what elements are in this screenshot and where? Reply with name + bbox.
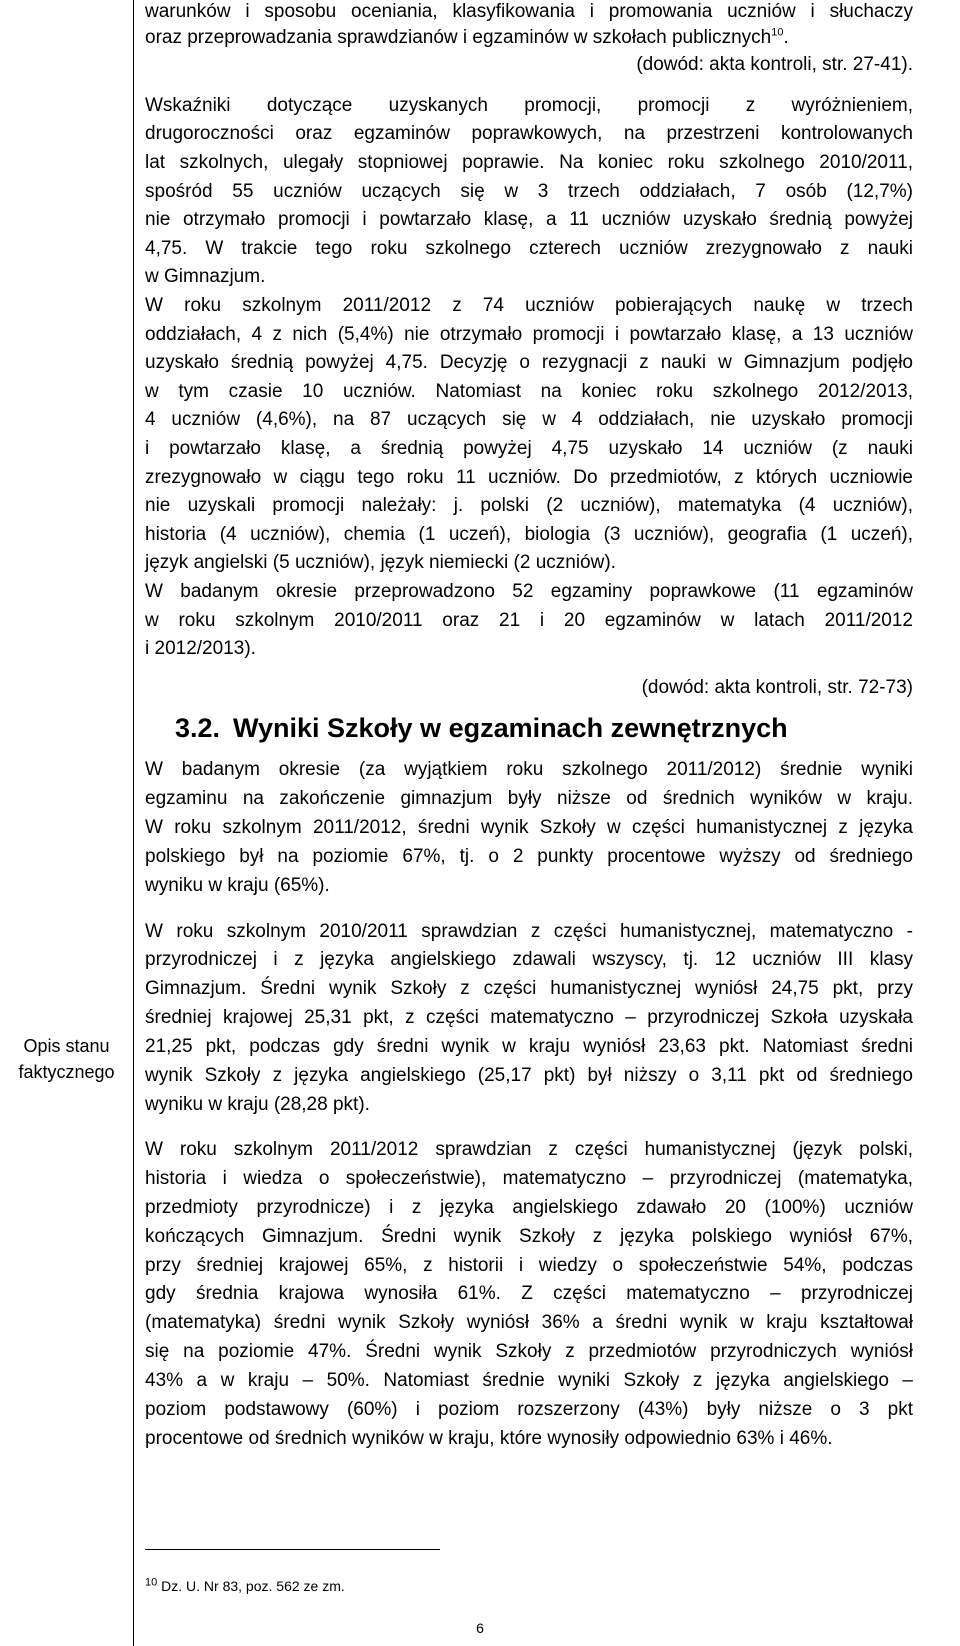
source-reference: (dowód: akta kontroli, str. 27-41). [636, 54, 913, 75]
footnote-text: Dz. U. Nr 83, poz. 562 ze zm. [157, 1578, 345, 1594]
footnote-number: 10 [145, 1576, 158, 1589]
text-line: i powtarzało klasę, a średnią powyżej 4,75 uzyskało 14 uczniów (z nauki [145, 438, 913, 459]
footnote-separator [145, 1549, 440, 1550]
text-line: gdy średnia krajowa wynosiła 61%. Z części matematyczno – przyrodniczej [145, 1283, 913, 1304]
text-line: przyrodniczej i z języka angielskiego zdawali wszyscy, tj. 12 uczniów III klasy [145, 949, 913, 970]
text-line: historia i wiedza o społeczeństwie), matematyczno – przyrodniczej (matematyka, [145, 1168, 913, 1189]
text-line: uzyskało średnią powyżej 4,75. Decyzję o rezygnacji z nauki w Gimnazjum podjęło [145, 352, 913, 373]
text-line: się na poziomie 47%. Średni wynik Szkoły z przedmiotów przyrodniczych wyniósł [145, 1341, 913, 1362]
sidebar-column [0, 0, 134, 1646]
text-line: (matematyka) średni wynik Szkoły wyniósł 36% a średni wynik w kraju kształtował [145, 1312, 913, 1333]
sidebar-label-line1: Opis stanu [23, 1036, 110, 1056]
text-line: 21,25 pkt, podczas gdy średni wynik w kraju wyniósł 23,63 pkt. Natomiast średni [145, 1036, 913, 1057]
text-line: przy średniej krajowej 65%, z historii i wiedzy o społeczeństwie 54%, podczas [145, 1255, 913, 1276]
text-line: polskiego był na poziomie 67%, tj. o 2 punkty procentowe wyższy od średniego [145, 846, 913, 867]
text-fragment: . [783, 27, 789, 48]
text-line: w Gimnazjum. [145, 266, 266, 287]
text-line: Gimnazjum. Średni wynik Szkoły z części humanistycznej wyniósł 24,75 pkt, przy [145, 978, 913, 999]
text-line: spośród 55 uczniów uczących się w 3 trzech oddziałach, 7 osób (12,7%) [145, 181, 913, 202]
text-line: kończących Gimnazjum. Średni wynik Szkoły z języka polskiego wyniósł 67%, [145, 1226, 913, 1247]
text-line: W roku szkolnym 2011/2012, średni wynik Szkoły w części humanistycznej z języka [145, 817, 913, 838]
text-line: średniej krajowej 25,31 pkt, z części matematyczno – przyrodniczej Szkoła uzyskała [145, 1007, 913, 1028]
text-line: 4,75. W trakcie tego roku szkolnego czterech uczniów zrezygnowało z nauki [145, 238, 913, 259]
text-line: poziom podstawowy (60%) i poziom rozszerzony (43%) były niższe o 3 pkt [145, 1399, 913, 1420]
page-number: 6 [476, 1620, 484, 1636]
section-title: Wyniki Szkoły w egzaminach zewnętrznych [233, 713, 788, 743]
text-line: historia (4 uczniów), chemia (1 uczeń), biologia (3 uczniów), geografia (1 uczeń), [145, 524, 913, 545]
text-line: Wskaźniki dotyczące uzyskanych promocji, promocji z wyróżnieniem, [145, 95, 913, 116]
text-line: nie uzyskali promocji należały: j. polski (2 uczniów), matematyka (4 uczniów), [145, 495, 913, 516]
text-line: W roku szkolnym 2010/2011 sprawdzian z części humanistycznej, matematyczno - [145, 921, 913, 942]
text-line: nie otrzymało promocji i powtarzało klasę, a 11 uczniów uzyskało średnią powyżej [145, 209, 913, 230]
text-line: procentowe od średnich wyników w kraju, które wynosiły odpowiednio 63% i 46%. [145, 1428, 833, 1449]
text-line: w tym czasie 10 uczniów. Natomiast na koniec roku szkolnego 2012/2013, [145, 381, 913, 402]
text-line: W badanym okresie przeprowadzono 52 egzaminy poprawkowe (11 egzaminów [145, 581, 913, 602]
text-line: egzaminu na zakończenie gimnazjum były niższe od średnich wyników w kraju. [145, 788, 913, 809]
text-line: warunków i sposobu oceniania, klasyfikowania i promowania uczniów i słuchaczy [145, 1, 913, 22]
text-line: wyniku w kraju (28,28 pkt). [145, 1094, 370, 1115]
source-reference: (dowód: akta kontroli, str. 72-73) [641, 677, 913, 698]
sidebar-label-line2: faktycznego [18, 1062, 115, 1082]
text-line: drugoroczności oraz egzaminów poprawkowych, na przestrzeni kontrolowanych [145, 123, 913, 144]
text-line: W badanym okresie (za wyjątkiem roku szkolnego 2011/2012) średnie wyniki [145, 759, 913, 780]
text-line [145, 26, 913, 50]
text-fragment: oraz przeprowadzania sprawdzianów i egzaminów w szkołach publicznych [145, 27, 772, 48]
text-line: W roku szkolnym 2011/2012 z 74 uczniów pobierających naukę w trzech [145, 295, 913, 316]
section-number: 3.2. [175, 713, 221, 743]
text-line: lat szkolnych, ulegały stopniowej poprawie. Na koniec roku szkolnego 2010/2011, [145, 152, 913, 173]
text-line: 43% a w kraju – 50%. Natomiast średnie wyniki Szkoły z języka angielskiego – [145, 1370, 913, 1391]
text-line: oddziałach, 4 z nich (5,4%) nie otrzymało promocji i powtarzało klasę, a 13 uczniów [145, 324, 913, 345]
footnote-ref: 10 [771, 26, 784, 39]
text-line: w roku szkolnym 2010/2011 oraz 21 i 20 egzaminów w latach 2011/2012 [145, 610, 913, 631]
text-line: wyniku w kraju (65%). [145, 875, 330, 896]
text-line: wynik Szkoły z języka angielskiego (25,17 pkt) był niższy o 3,11 pkt od średniego [145, 1065, 913, 1086]
footnote [145, 1577, 345, 1595]
text-line: zrezygnowało w ciągu tego roku 11 uczniów. Do przedmiotów, z których uczniowie [145, 467, 913, 488]
text-line: 4 uczniów (4,6%), na 87 uczących się w 4 oddziałach, nie uzyskało promocji [145, 409, 913, 430]
text-line: W roku szkolnym 2011/2012 sprawdzian z części humanistycznej (język polski, [145, 1139, 913, 1160]
text-line: przedmioty przyrodnicze) i z języka angielskiego zdawało 20 (100%) uczniów [145, 1197, 913, 1218]
text-line: język angielski (5 uczniów), język niemiecki (2 uczniów). [145, 552, 616, 573]
section-heading [175, 712, 788, 744]
text-line: i 2012/2013). [145, 638, 256, 659]
sidebar-label [0, 1033, 133, 1085]
